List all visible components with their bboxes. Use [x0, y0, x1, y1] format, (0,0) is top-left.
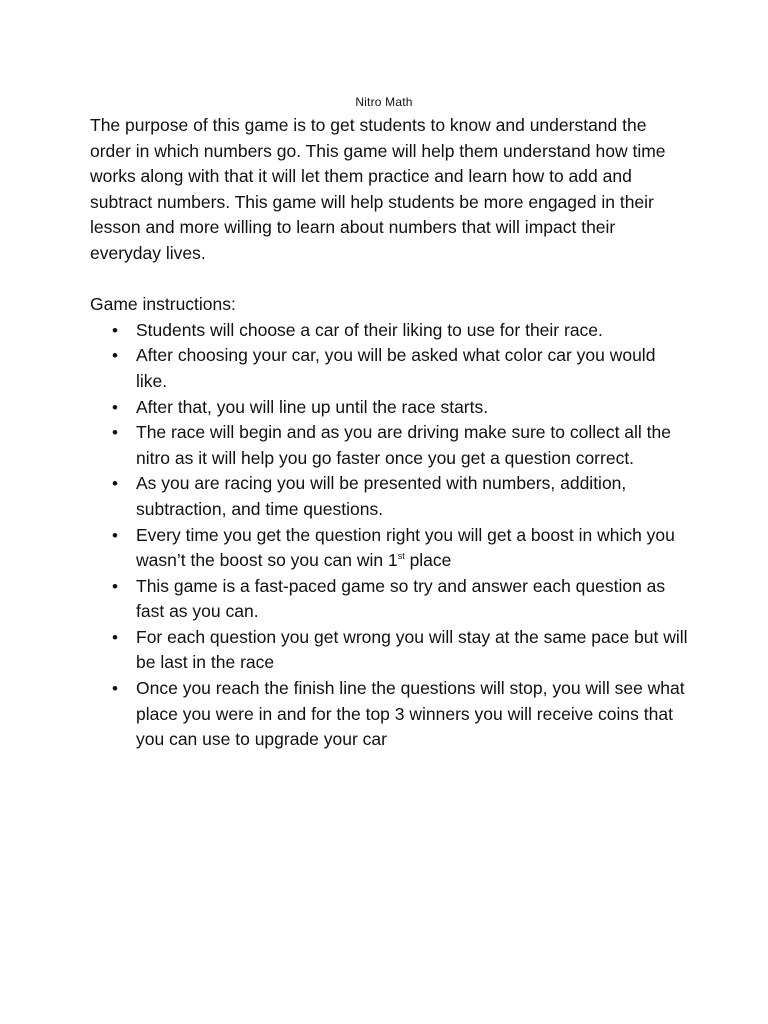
bullet-icon: •: [112, 679, 118, 699]
list-item-text: Students will choose a car of their liking to use for their race.: [136, 319, 603, 340]
list-item-text-part: place: [404, 550, 452, 571]
list-item: [90, 471, 690, 522]
list-item: [90, 523, 690, 574]
list-item-text: After that, you will line up until the race starts.: [136, 396, 489, 417]
list-item-text: The race will begin and as you are driving make sure to collect all the nitro as it will help you go faster once you get a question correct.: [136, 422, 671, 468]
ordinal-superscript: st: [397, 551, 405, 562]
intro-paragraph: The purpose of this game is to get students to know and understand the order in which numbers go. This game will help them understand how time works along with that it will let them practice and learn how to add and subtract numbers. This game will help students be more engaged in their lesson and more willing to learn about numbers that will impact their everyday lives.: [90, 115, 666, 263]
bullet-icon: •: [112, 320, 118, 340]
list-item-text: As you are racing you will be presented with numbers, addition, subtraction, and time questions.: [136, 473, 627, 519]
bullet-icon: •: [112, 397, 118, 417]
instructions-list: [90, 318, 690, 753]
document-body: [90, 113, 690, 753]
list-item-text: This game is a fast-paced game so try and answer each question as fast as you can.: [136, 575, 666, 622]
document-title: Nitro Math: [355, 95, 413, 109]
bullet-icon: •: [112, 474, 118, 494]
list-item: [90, 420, 690, 471]
bullet-icon: •: [112, 423, 118, 443]
bullet-icon: •: [112, 525, 118, 545]
bullet-icon: •: [112, 576, 118, 596]
list-item: [90, 395, 690, 421]
list-item-text: After choosing your car, you will be asked what color car you would like.: [136, 345, 656, 391]
list-item: [90, 625, 690, 676]
list-item: [90, 574, 690, 625]
list-item-text: For each question you get wrong you will stay at the same pace but will be last in the race: [136, 626, 688, 673]
bullet-icon: •: [112, 346, 118, 366]
list-item: [90, 318, 690, 344]
list-item-text: [136, 525, 675, 571]
instructions-heading: Game instructions:: [90, 294, 236, 315]
list-item: [90, 676, 690, 753]
paragraph-spacer: [90, 267, 690, 293]
list-item-text: Once you reach the finish line the questions will stop, you will see what place you were in and for the top 3 winners you will receive coins that you can use to upgrade your car: [136, 678, 685, 750]
list-item-text-part: Every time you get the question right you will get a boost in which you wasn’t the boost so you can win 1: [136, 524, 675, 571]
bullet-icon: •: [112, 627, 118, 647]
list-item: [90, 343, 690, 394]
